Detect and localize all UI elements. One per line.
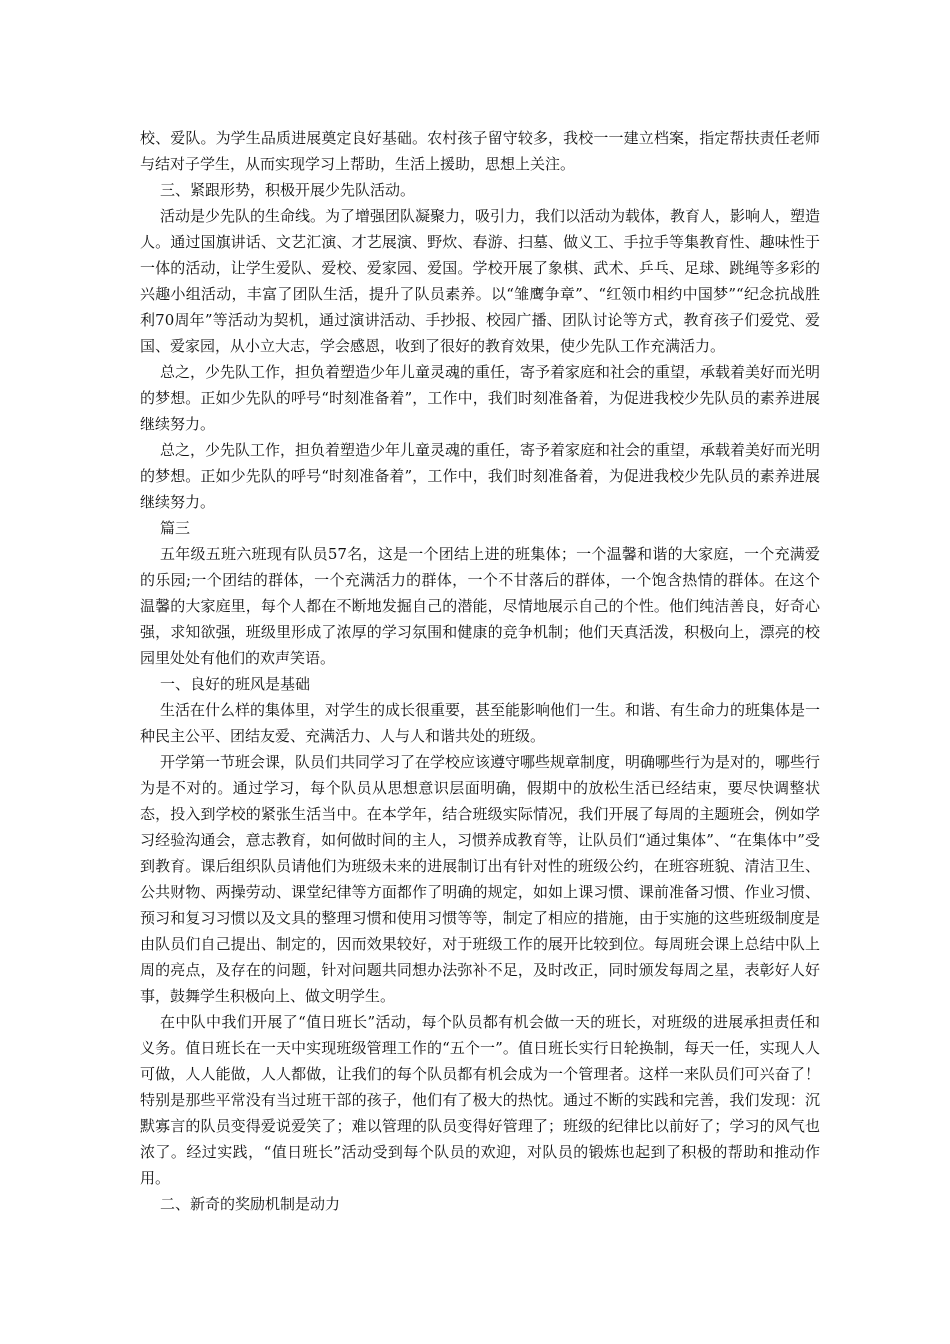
paragraph-activities: 活动是少先队的生命线。为了增强团队凝聚力，吸引力，我们以活动为载体，教育人，影响人，塑造人。通过国旗讲话、文艺汇演、才艺展演、野炊、春游、扫墓、做义工、手拉手等集教育性、趣味性于一体的活动，让学生爱队、爱校、爱家园、爱国。学校开展了象棋、武术、乒乓、足球、跳绳等多彩的兴趣小组活动，丰富了团队生活，提升了队员素养。以“雏鹰争章”、“红领巾相约中国梦”“纪念抗战胜利70周年”等活动为契机，通过演讲活动、手抄报、校园广播、团队讨论等方式，教育孩子们爱党、爱国、爱家园，从小立大志，学会感恩，收到了很好的教育效果，使少先队工作充满活力。 <box>140 207 821 355</box>
document-page <box>140 125 820 1217</box>
chapter-heading: 篇三 <box>160 519 191 537</box>
paragraph-duty-monitor: 在中队中我们开展了“值日班长”活动，每个队员都有机会做一天的班长，对班级的进展承担责任和义务。值日班长在一天中实现班级管理工作的“五个一”。值日班长实行日轮换制，每天一任，实现人人可做，人人能做，人人都做，让我们的每个队员都有机会成为一个管理者。这样一来队员们可兴奋了！特别是那些平常没有当过班干部的孩子，他们有了极大的热忱。通过不断的实践和完善，我们发现：沉默寡言的队员变得爱说爱笑了；难以管理的队员变得好管理了；班级的纪律比以前好了；学习的风气也浓了。经过实践，“值日班长”活动受到每个队员的欢迎，对队员的锻炼也起到了积极的帮助和推动作用。 <box>140 1013 820 1187</box>
section-heading-2: 二、新奇的奖励机制是动力 <box>160 1195 341 1213</box>
section-heading-3: 三、紧跟形势，积极开展少先队活动。 <box>160 181 416 199</box>
paragraph-class-meeting: 开学第一节班会课，队员们共同学习了在学校应该遵守哪些规章制度，明确哪些行为是对的，哪些行为是不对的。通过学习，每个队员从思想意识层面明确，假期中的放松生活已经结束，要尽快调整状态，投入到学校的紧张生活当中。在本学年，结合班级实际情况，我们开展了每周的主题班会，例如学习经验沟通会，意志教育，如何做时间的主人，习惯养成教育等，让队员们“通过集体”、“在集体中”受到教育。课后组织队员请他们为班级未来的进展制订出有针对性的班级公约，在班容班貌、清洁卫生、公共财物、两操劳动、课堂纪律等方面都作了明确的规定，如如上课习惯、课前准备习惯、作业习惯、预习和复习习惯以及文具的整理习惯和使用习惯等等，制定了相应的措施，由于实施的这些班级制度是由队员们自己提出、制定的，因而效果较好，对于班级工作的展开比较到位。每周班会课上总结中队上周的亮点，及存在的问题，针对问题共同想办法弥补不足，及时改正，同时颁发每周之星，表彰好人好事，鼓舞学生积极向上、做文明学生。 <box>140 753 821 1005</box>
paragraph-intro-continued: 校、爱队。为学生品质进展奠定良好基础。农村孩子留守较多，我校一一建立档案，指定帮扶责任老师与结对子学生，从而实现学习上帮助，生活上援助，思想上关注。 <box>140 129 820 173</box>
paragraph-class-spirit: 生活在什么样的集体里，对学生的成长很重要，甚至能影响他们一生。和谐、有生命力的班集体是一种民主公平、团结友爱、充满活力、人与人和谐共处的班级。 <box>140 701 821 745</box>
paragraph-class-intro: 五年级五班六班现有队员57名，这是一个团结上进的班集体；一个温馨和谐的大家庭，一个充满爱的乐园;一个团结的群体，一个充满活力的群体，一个不甘落后的群体，一个饱含热情的群体。在这个温馨的大家庭里，每个人都在不断地发掘自己的潜能，尽情地展示自己的个性。他们纯洁善良，好奇心强，求知欲强，班级里形成了浓厚的学习氛围和健康的竞争机制；他们天真活泼，积极向上，漂亮的校园里处处有他们的欢声笑语。 <box>140 545 820 667</box>
paragraph-summary: 总之，少先队工作，担负着塑造少年儿童灵魂的重任，寄予着家庭和社会的重望，承载着美好而光明的梦想。正如少先队的呼号“时刻准备着”，工作中，我们时刻准备着，为促进我校少先队员的素养进展继续努力。 <box>140 363 821 433</box>
section-heading-1: 一、良好的班风是基础 <box>160 675 311 693</box>
paragraph-summary-repeat: 总之，少先队工作，担负着塑造少年儿童灵魂的重任，寄予着家庭和社会的重望，承载着美好而光明的梦想。正如少先队的呼号“时刻准备着”，工作中，我们时刻准备着，为促进我校少先队员的素养进展继续努力。 <box>140 441 821 511</box>
